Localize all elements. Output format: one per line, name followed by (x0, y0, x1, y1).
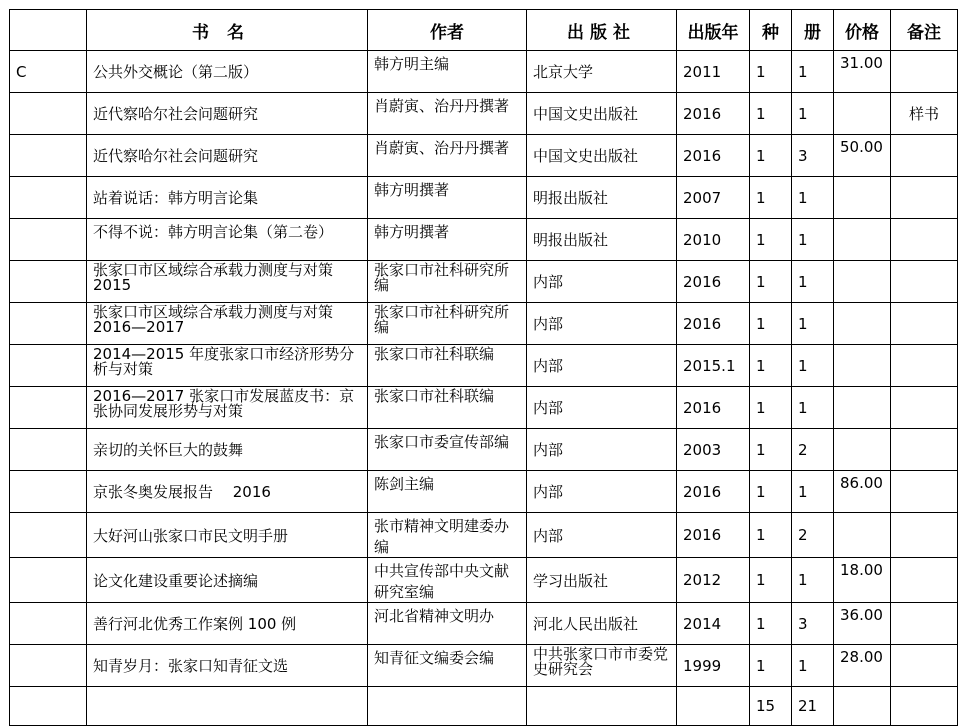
publisher-cell: 河北人民出版社 (527, 603, 677, 645)
title-cell: 2014—2015 年度张家口市经济形势分析与对策 (87, 345, 368, 387)
volumes-cell: 2 (792, 513, 834, 558)
kinds-cell: 1 (750, 345, 792, 387)
author-cell: 张市精神文明建委办编 (368, 513, 527, 558)
publisher-cell: 中共张家口市市委党史研究会 (527, 645, 677, 687)
class-cell (10, 177, 87, 219)
year-cell: 2007 (677, 177, 750, 219)
header-row (10, 10, 958, 51)
year-cell: 2016 (677, 303, 750, 345)
class-cell (10, 261, 87, 303)
kinds-cell: 1 (750, 219, 792, 261)
title-cell (87, 687, 368, 726)
note-cell: 样书 (891, 93, 958, 135)
class-cell (10, 645, 87, 687)
author-cell: 张家口市社科研究所编 (368, 303, 527, 345)
publisher-cell: 北京大学 (527, 51, 677, 93)
book-list-table (9, 9, 958, 726)
price-cell: 86.00 (834, 471, 891, 513)
volumes-cell: 1 (792, 645, 834, 687)
publisher-cell: 内部 (527, 345, 677, 387)
price-cell (834, 513, 891, 558)
header-author: 作者 (368, 10, 527, 51)
title-cell: 善行河北优秀工作案例 100 例 (87, 603, 368, 645)
year-cell (677, 687, 750, 726)
note-cell (891, 558, 958, 603)
class-cell (10, 603, 87, 645)
volumes-cell: 1 (792, 93, 834, 135)
author-cell: 陈剑主编 (368, 471, 527, 513)
totals-row (10, 687, 958, 726)
kinds-cell: 1 (750, 471, 792, 513)
table-row (10, 558, 958, 603)
year-cell: 1999 (677, 645, 750, 687)
volumes-cell: 1 (792, 219, 834, 261)
table-row (10, 603, 958, 645)
kinds-cell: 1 (750, 603, 792, 645)
author-cell: 河北省精神文明办 (368, 603, 527, 645)
title-cell: 张家口市区域综合承载力测度与对策 2015 (87, 261, 368, 303)
kinds-cell: 1 (750, 558, 792, 603)
title-cell: 张家口市区域综合承载力测度与对策 2016—2017 (87, 303, 368, 345)
year-cell: 2016 (677, 135, 750, 177)
volumes-cell: 3 (792, 135, 834, 177)
year-cell: 2010 (677, 219, 750, 261)
total-volumes: 21 (792, 687, 834, 726)
kinds-cell: 1 (750, 387, 792, 429)
price-cell: 36.00 (834, 603, 891, 645)
author-cell: 韩方明主编 (368, 51, 527, 93)
table-row (10, 51, 958, 93)
note-cell (891, 261, 958, 303)
header-kinds: 种 (750, 10, 792, 51)
class-cell: C (10, 51, 87, 93)
author-cell: 知青征文编委会编 (368, 645, 527, 687)
price-cell (834, 345, 891, 387)
table-row (10, 345, 958, 387)
kinds-cell: 1 (750, 429, 792, 471)
table-row (10, 219, 958, 261)
year-cell: 2011 (677, 51, 750, 93)
table-row (10, 261, 958, 303)
year-cell: 2003 (677, 429, 750, 471)
author-cell: 肖蔚寅、治丹丹撰著 (368, 93, 527, 135)
note-cell (891, 429, 958, 471)
volumes-cell: 1 (792, 51, 834, 93)
price-cell (834, 219, 891, 261)
publisher-cell: 明报出版社 (527, 219, 677, 261)
class-cell (10, 303, 87, 345)
header-note: 备注 (891, 10, 958, 51)
note-cell (891, 471, 958, 513)
class-cell (10, 387, 87, 429)
table-row (10, 471, 958, 513)
publisher-cell: 明报出版社 (527, 177, 677, 219)
volumes-cell: 1 (792, 261, 834, 303)
author-cell: 中共宣传部中央文献研究室编 (368, 558, 527, 603)
title-cell: 2016—2017 张家口市发展蓝皮书：京张协同发展形势与对策 (87, 387, 368, 429)
author-cell: 张家口市委宣传部编 (368, 429, 527, 471)
kinds-cell: 1 (750, 261, 792, 303)
publisher-cell: 内部 (527, 387, 677, 429)
table-row (10, 177, 958, 219)
class-cell (10, 471, 87, 513)
year-cell: 2014 (677, 603, 750, 645)
class-cell (10, 687, 87, 726)
class-cell (10, 93, 87, 135)
year-cell: 2016 (677, 513, 750, 558)
year-cell: 2016 (677, 387, 750, 429)
author-cell: 张家口市社科联编 (368, 387, 527, 429)
year-cell: 2012 (677, 558, 750, 603)
class-cell (10, 429, 87, 471)
author-cell: 张家口市社科联编 (368, 345, 527, 387)
author-cell: 肖蔚寅、治丹丹撰著 (368, 135, 527, 177)
publisher-cell: 内部 (527, 471, 677, 513)
header-price: 价格 (834, 10, 891, 51)
author-cell: 韩方明撰著 (368, 177, 527, 219)
header-title: 书名 (87, 10, 368, 51)
note-cell (891, 219, 958, 261)
price-cell: 50.00 (834, 135, 891, 177)
note-cell (891, 177, 958, 219)
publisher-cell: 内部 (527, 513, 677, 558)
price-cell: 31.00 (834, 51, 891, 93)
header-class (10, 10, 87, 51)
price-cell (834, 687, 891, 726)
year-cell: 2016 (677, 471, 750, 513)
publisher-cell: 内部 (527, 261, 677, 303)
title-cell: 京张冬奥发展报告 2016 (87, 471, 368, 513)
price-cell: 18.00 (834, 558, 891, 603)
note-cell (891, 135, 958, 177)
year-cell: 2016 (677, 261, 750, 303)
title-cell: 知青岁月：张家口知青征文选 (87, 645, 368, 687)
author-cell: 张家口市社科研究所编 (368, 261, 527, 303)
kinds-cell: 1 (750, 93, 792, 135)
price-cell (834, 93, 891, 135)
note-cell (891, 387, 958, 429)
year-cell: 2016 (677, 93, 750, 135)
kinds-cell: 1 (750, 51, 792, 93)
price-cell (834, 303, 891, 345)
volumes-cell: 1 (792, 558, 834, 603)
kinds-cell: 1 (750, 513, 792, 558)
publisher-cell: 中国文史出版社 (527, 93, 677, 135)
title-cell: 公共外交概论（第二版） (87, 51, 368, 93)
volumes-cell: 1 (792, 303, 834, 345)
table-row (10, 429, 958, 471)
publisher-cell (527, 687, 677, 726)
publisher-cell: 内部 (527, 429, 677, 471)
publisher-cell: 中国文史出版社 (527, 135, 677, 177)
title-cell: 站着说话：韩方明言论集 (87, 177, 368, 219)
volumes-cell: 3 (792, 603, 834, 645)
class-cell (10, 135, 87, 177)
author-cell (368, 687, 527, 726)
kinds-cell: 1 (750, 135, 792, 177)
table-row (10, 645, 958, 687)
kinds-cell: 1 (750, 177, 792, 219)
note-cell (891, 51, 958, 93)
class-cell (10, 345, 87, 387)
table-row (10, 303, 958, 345)
note-cell (891, 303, 958, 345)
header-volumes: 册 (792, 10, 834, 51)
year-cell: 2015.1 (677, 345, 750, 387)
volumes-cell: 1 (792, 345, 834, 387)
price-cell: 28.00 (834, 645, 891, 687)
note-cell (891, 603, 958, 645)
title-cell: 亲切的关怀巨大的鼓舞 (87, 429, 368, 471)
header-publisher: 出版社 (527, 10, 677, 51)
price-cell (834, 429, 891, 471)
table-row (10, 135, 958, 177)
class-cell (10, 558, 87, 603)
class-cell (10, 513, 87, 558)
note-cell (891, 513, 958, 558)
total-kinds: 15 (750, 687, 792, 726)
title-cell: 论文化建设重要论述摘编 (87, 558, 368, 603)
author-cell: 韩方明撰著 (368, 219, 527, 261)
note-cell (891, 345, 958, 387)
note-cell (891, 645, 958, 687)
class-cell (10, 219, 87, 261)
table-row (10, 513, 958, 558)
kinds-cell: 1 (750, 645, 792, 687)
note-cell (891, 687, 958, 726)
header-year: 出版年 (677, 10, 750, 51)
table-row (10, 93, 958, 135)
publisher-cell: 内部 (527, 303, 677, 345)
price-cell (834, 387, 891, 429)
kinds-cell: 1 (750, 303, 792, 345)
title-cell: 不得不说：韩方明言论集（第二卷） (87, 219, 368, 261)
title-cell: 近代察哈尔社会问题研究 (87, 93, 368, 135)
table-row (10, 387, 958, 429)
volumes-cell: 1 (792, 387, 834, 429)
title-cell: 近代察哈尔社会问题研究 (87, 135, 368, 177)
title-cell: 大好河山张家口市民文明手册 (87, 513, 368, 558)
volumes-cell: 1 (792, 471, 834, 513)
volumes-cell: 2 (792, 429, 834, 471)
price-cell (834, 261, 891, 303)
price-cell (834, 177, 891, 219)
publisher-cell: 学习出版社 (527, 558, 677, 603)
volumes-cell: 1 (792, 177, 834, 219)
